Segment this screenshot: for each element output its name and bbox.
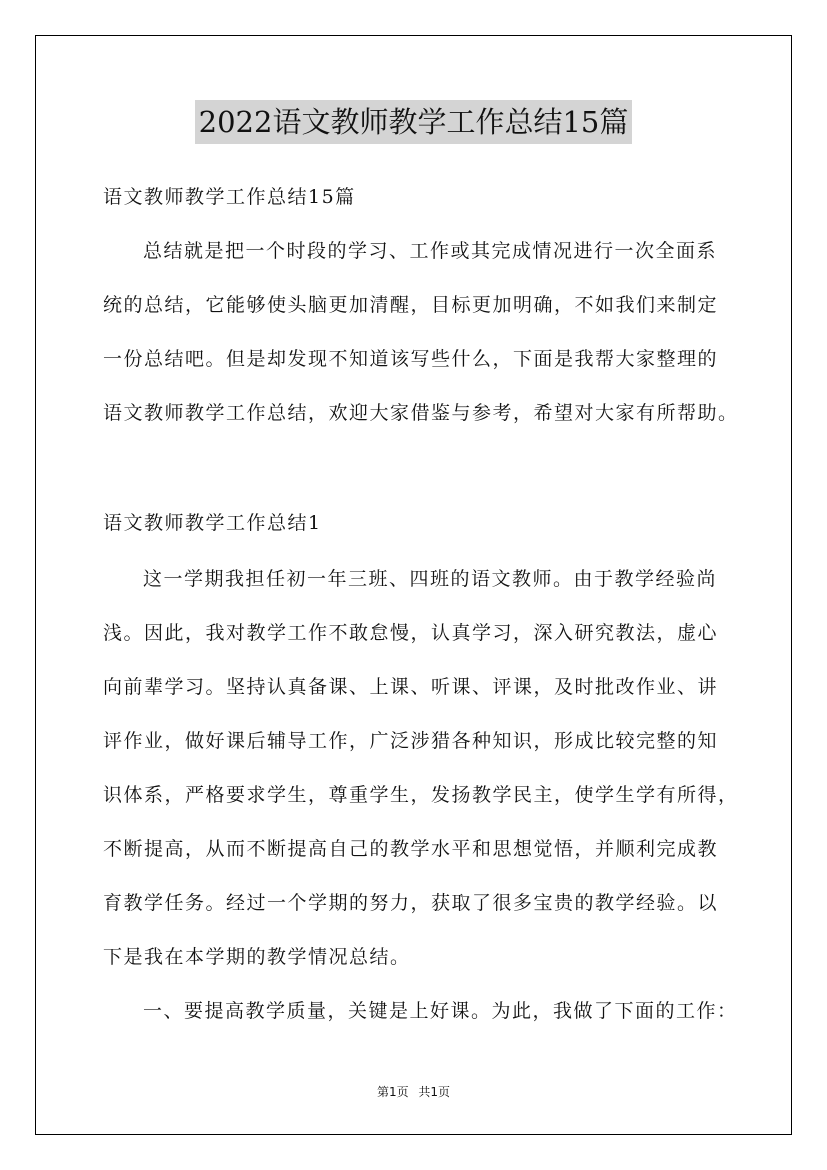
body-line: 向前辈学习。坚持认真备课、上课、听课、评课，及时批改作业、讲	[103, 676, 719, 698]
intro-line: 统的总结，它能够使头脑更加清醒，目标更加明确，不如我们来制定	[103, 294, 719, 316]
point-line: 一、要提高教学质量，关键是上好课。为此，我做了下面的工作：	[143, 1000, 738, 1022]
body-line: 评作业，做好课后辅导工作，广泛涉猎各种知识，形成比较完整的知	[103, 730, 719, 752]
body-line: 识体系，严格要求学生，尊重学生，发扬教学民主，使学生学有所得，	[103, 784, 739, 806]
page-number-current: 第1页	[376, 1085, 409, 1099]
body-line: 这一学期我担任初一年三班、四班的语文教师。由于教学经验尚	[143, 568, 718, 590]
title-block	[0, 100, 827, 144]
intro-line: 总结就是把一个时段的学习、工作或其完成情况进行一次全面系	[143, 240, 718, 262]
intro-line: 语文教师教学工作总结，欢迎大家借鉴与参考，希望对大家有所帮助。	[103, 402, 739, 424]
body-line: 不断提高，从而不断提高自己的教学水平和思想觉悟，并顺利完成教	[103, 838, 719, 860]
page-footer	[0, 1083, 827, 1100]
document-subtitle: 语文教师教学工作总结15篇	[103, 186, 356, 208]
body-line: 浅。因此，我对教学工作不敢怠慢，认真学习，深入研究教法，虚心	[103, 622, 719, 644]
page-number-total: 共1页	[418, 1085, 451, 1099]
section-heading: 语文教师教学工作总结1	[103, 512, 322, 534]
body-line: 育教学任务。经过一个学期的努力，获取了很多宝贵的教学经验。以	[103, 892, 719, 914]
document-title: 2022语文教师教学工作总结15篇	[195, 100, 633, 144]
intro-line: 一份总结吧。但是却发现不知道该写些什么，下面是我帮大家整理的	[103, 348, 719, 370]
body-line: 下是我在本学期的教学情况总结。	[103, 946, 411, 968]
